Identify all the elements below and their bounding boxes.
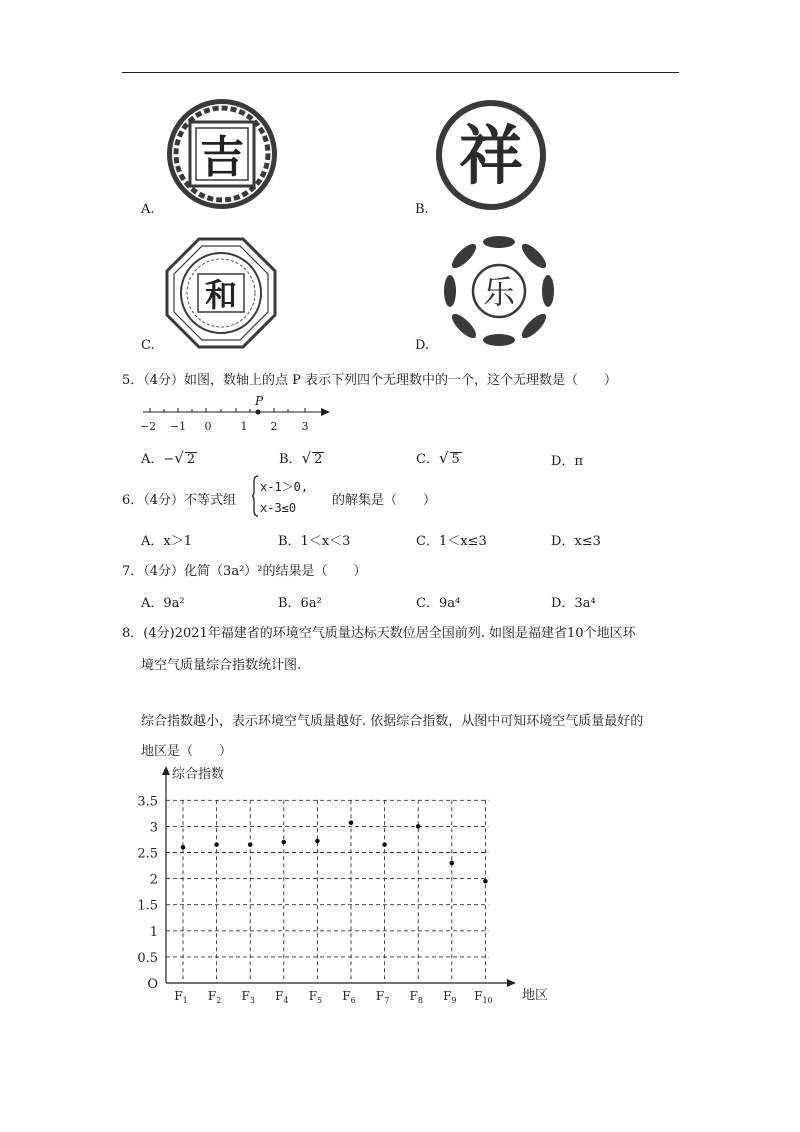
tick-label: 3: [301, 420, 309, 433]
tick-label: −1: [169, 420, 187, 433]
radicand: 2: [186, 452, 196, 467]
choice-letter: A．: [141, 452, 164, 467]
x-tick-label: $F_5$: [308, 989, 323, 1005]
emblem-a-char: 吉: [200, 132, 244, 183]
q8-line-4: 地区是（ ）: [141, 744, 233, 759]
data-point-f8: [416, 824, 421, 829]
q8-line-3: 综合指数越小，表示环境空气质量越好. 依据综合指数，从图中可知环境空气质量最好的: [141, 714, 644, 729]
air-quality-chart: [130, 764, 560, 1010]
q8-line-2: 境空气质量综合指数统计图.: [141, 658, 302, 673]
emblem-d-image: [440, 232, 558, 350]
y-tick-label: 3.5: [137, 794, 158, 810]
inequality-line-1: x-1＞0,: [260, 480, 309, 494]
radicand: 2: [314, 452, 323, 467]
data-point-f3: [248, 842, 253, 847]
q7-choice-a[interactable]: A．9a²: [141, 596, 185, 611]
data-point-f2: [214, 842, 219, 847]
point-p-marker: [256, 410, 261, 415]
tick-label: 2: [270, 420, 278, 433]
tick-label: −2: [139, 420, 157, 433]
x-axis-title: 地区: [522, 988, 549, 1003]
data-point-f4: [282, 840, 287, 845]
q7-choice-c[interactable]: C．9a⁴: [416, 596, 461, 611]
data-point-f9: [450, 861, 455, 866]
choice-letter: B．: [279, 452, 302, 467]
q5-choice-a[interactable]: [141, 448, 197, 467]
q5-choice-b[interactable]: [279, 448, 324, 467]
option-d-label: D.: [415, 338, 430, 353]
q7-stem: 7．（4分）化简（3a²）²的结果是（ ）: [122, 564, 367, 579]
data-point-f5: [315, 839, 320, 844]
q8-line-1: 8．(4分)2021年福建省的环境空气质量达标天数位居全国前列. 如图是福建省10个地区环: [122, 626, 636, 641]
option-c-label: C.: [141, 338, 155, 353]
radical-sign: √: [301, 449, 312, 467]
x-tick-label: $F_7$: [375, 989, 390, 1005]
q6-choice-a[interactable]: A．x＞1: [141, 534, 192, 549]
radicand: 5: [451, 452, 460, 467]
emblem-c-char: 和: [204, 276, 238, 314]
choice-letter: D．: [551, 454, 575, 469]
q5-choice-c[interactable]: [416, 448, 462, 467]
emblem-c-image: [164, 236, 278, 350]
x-axis-arrow: [507, 979, 516, 987]
emblem-b-char: 祥: [459, 119, 523, 194]
point-p-label: P: [255, 394, 264, 408]
q5-choice-d[interactable]: [551, 450, 583, 469]
y-tick-label: 3: [149, 820, 158, 836]
q6-choice-c[interactable]: C．1＜x≤3: [416, 534, 487, 549]
q7-choice-b[interactable]: B．6a²: [278, 596, 322, 611]
y-tick-label: 1.5: [137, 898, 158, 914]
y-tick-label: 1: [149, 924, 158, 940]
x-tick-label: $F_3$: [241, 989, 255, 1005]
option-b-label: B.: [415, 202, 429, 217]
x-tick-label: $F_{10}$: [474, 989, 493, 1005]
data-point-f10: [483, 879, 488, 884]
x-tick-label: $F_4$: [275, 989, 289, 1005]
choice-text: π: [574, 454, 583, 469]
inequality-line-2: x-3≤0: [260, 501, 297, 515]
q7-choice-d[interactable]: D．3a⁴: [551, 596, 596, 611]
header-rule: [122, 72, 679, 73]
x-tick-label: $F_6$: [342, 989, 356, 1005]
tick-label: 0: [204, 420, 212, 433]
q6-choice-b[interactable]: B．1＜x＜3: [278, 534, 351, 549]
q6-stem-right: 的解集是（ ）: [332, 493, 437, 508]
radical-sign: √: [438, 449, 449, 467]
y-tick-label: 2: [149, 872, 158, 888]
inequality-system: [252, 474, 324, 518]
data-point-f6: [349, 820, 354, 825]
y-tick-label: 0.5: [137, 950, 158, 966]
emblem-b-image: [436, 100, 546, 210]
data-point-f7: [382, 842, 387, 847]
option-a-label: A.: [141, 202, 155, 217]
emblem-a-image: [164, 96, 280, 212]
q6-stem-left: 6．（4分）不等式组: [122, 493, 237, 508]
choice-letter: C．: [416, 452, 439, 467]
y-tick-label: O: [147, 977, 158, 992]
y-tick-label: 2.5: [137, 846, 158, 862]
data-point-f1: [181, 845, 186, 850]
q6-choice-d[interactable]: D．x≤3: [551, 534, 601, 549]
emblem-d-char: 乐: [482, 273, 516, 311]
choice-prefix: −: [163, 452, 175, 467]
x-tick-label: $F_2$: [207, 989, 222, 1005]
y-axis-title: 综合指数: [172, 767, 225, 782]
q5-stem: 5．（4分）如图，数轴上的点 P 表示下列四个无理数中的一个，这个无理数是（ ）: [122, 373, 618, 388]
y-axis-arrow: [162, 766, 170, 775]
number-line: [138, 392, 338, 436]
radical-sign: √: [174, 449, 184, 467]
tick-label: 1: [240, 420, 248, 433]
x-tick-label: $F_9$: [443, 989, 457, 1005]
x-tick-label: $F_8$: [409, 989, 423, 1005]
x-tick-label: $F_1$: [174, 989, 188, 1005]
